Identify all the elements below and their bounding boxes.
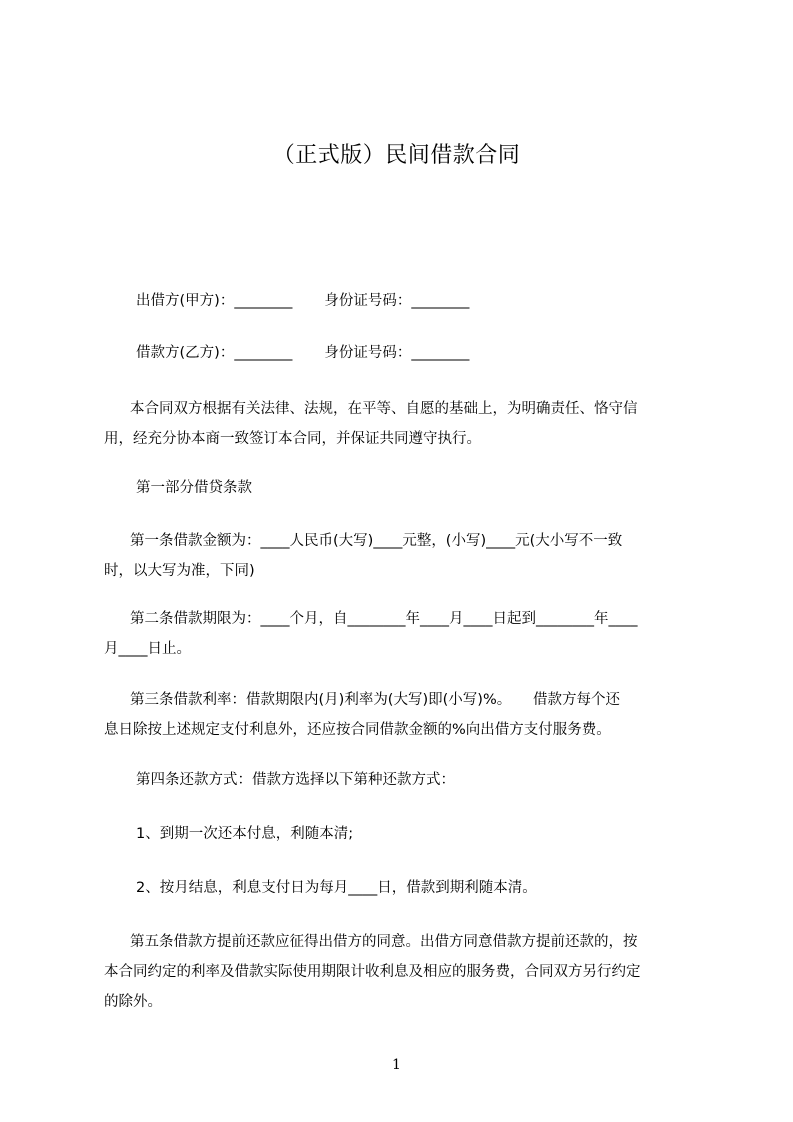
intro-line-1: 本合同双方根据有关法律、法规，在平等、自愿的基础上，为明确责任、恪守信 <box>130 401 638 417</box>
article-3 <box>104 685 704 745</box>
article-3-line-1: 第三条借款利率：借款期限内(月)利率为(大写)即(小写)%。 借款方每个还 <box>130 692 620 708</box>
article-2-line-1: 第二条借款期限为：____个月，自________年____月____日起到________年____ <box>130 611 638 627</box>
lender-line <box>136 290 736 312</box>
intro-paragraph <box>104 394 704 454</box>
article-1 <box>104 526 704 586</box>
document-title: （正式版）民间借款合同 <box>272 143 521 168</box>
lender-id-label: 身份证号码：________ <box>324 293 470 309</box>
repayment-option-2: 2、按月结息，利息支付日为每月____日，借款到期利随本清。 <box>136 880 537 896</box>
article-5 <box>104 927 704 1017</box>
article-5-line-3: 的除外。 <box>104 994 162 1010</box>
borrower-line <box>136 342 736 364</box>
article-5-line-1: 第五条借款方提前还款应征得出借方的同意。出借方同意借款方提前还款的，按 <box>130 934 638 950</box>
article-1-line-1: 第一条借款金额为：____人民币(大写)____元整，(小写)____元(大小写不一致 <box>130 533 623 549</box>
repayment-option-1: 1、到期一次还本付息，利随本清; <box>136 826 354 842</box>
article-3-line-2: 息日除按上述规定支付利息外，还应按合同借款金额的%向出借方支付服务费。 <box>104 722 611 738</box>
intro-line-2: 用，经充分协本商一致签订本合同，并保证共同遵守执行。 <box>104 431 481 447</box>
borrower-label: 借款方(乙方)：________ <box>136 345 293 361</box>
article-2 <box>104 604 704 664</box>
page-number: 1 <box>392 1057 401 1073</box>
article-4-heading: 第四条还款方式：借款方选择以下第种还款方式： <box>136 772 455 788</box>
lender-label: 出借方(甲方)：________ <box>136 293 293 309</box>
borrower-id-label: 身份证号码：________ <box>324 345 470 361</box>
article-2-line-2: 月____日止。 <box>104 641 191 657</box>
part-one-heading: 第一部分借贷条款 <box>136 480 252 496</box>
article-1-line-2: 时，以大写为准，下同) <box>104 563 255 579</box>
article-5-line-2: 本合同约定的利率及借款实际使用期限计收利息及相应的服务费，合同双方另行约定 <box>104 964 641 980</box>
